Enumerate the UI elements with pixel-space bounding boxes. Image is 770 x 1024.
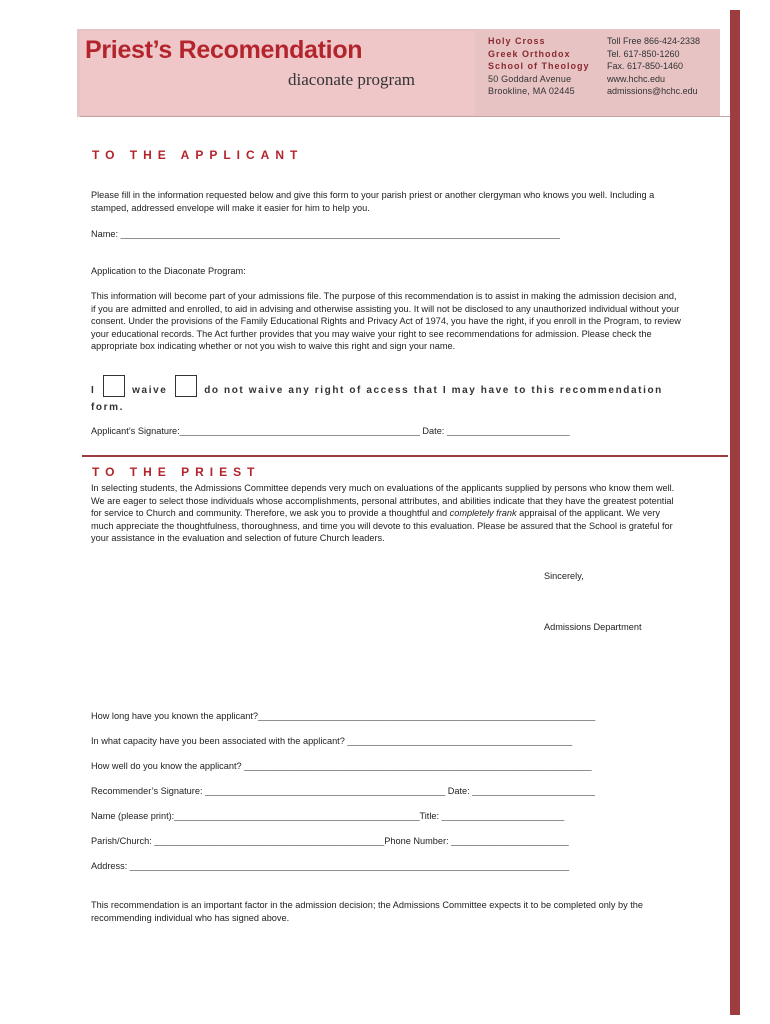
school-line: Holy Cross [488, 36, 546, 46]
priest-heading: TO THE PRIEST [92, 465, 261, 479]
waiver-statement [91, 375, 691, 416]
priest-intro-part-b: appraisal of the applicant. We very much appreciate the thoughtfulness, thoroughness, and time you will devote to this evaluation. Please be assured that the School is grateful for your assistance in the evaluation and selection of future Church leaders. [91, 508, 673, 544]
school-line: Greek Orthodox [488, 48, 571, 59]
address-field[interactable]: Address: ______________________________________________________________________________________ [91, 861, 570, 871]
priest-intro-part-a: In selecting students, the Admissions Committee depends very much on evaluations of the applicants supplied by persons who know them well. We are eager to select those individuals whose accomplishments, personal attributes, and abilities indicate that they have the greatest potential for service to Church and community. Therefore, we ask you to provide a thoughtful and [91, 483, 675, 519]
program-label: Application to the Diaconate Program: [91, 266, 246, 276]
contact-fax: Fax. 617-850-1460 [607, 61, 684, 71]
applicant-heading: TO THE APPLICANT [92, 148, 304, 162]
parish-phone-field[interactable]: Parish/Church: _____________________________________________Phone Number: _______________________ [91, 836, 569, 846]
right-border-bar [730, 10, 740, 1015]
form-subtitle: diaconate program [288, 70, 415, 89]
school-line: School of Theology [488, 61, 590, 71]
closing-sincerely: Sincerely, [544, 571, 584, 581]
waive-checkbox[interactable] [103, 375, 125, 397]
header-underline [80, 116, 730, 117]
contact-email[interactable]: admissions@hchc.edu [607, 86, 698, 96]
capacity-field[interactable]: In what capacity have you been associated with the applicant? ____________________________________________ [91, 736, 573, 746]
privacy-notice: This information will become part of your admissions file. The purpose of this recommendation is to assist in making the admission decision and, if you are admitted and enrolled, to aid in advising and otherwise assisting you. It will not be disclosed to any unauthorized individual without your consent. Under the provisions of the Family Educational Rights and Privacy Act of 1974, you have the right, if you enroll in the Program, to review your educational records. The Act further provides that you may waive your right to see recommendations for admission. Please check the appropriate box indicating whether or not you wish to waive this right and sign your name. [91, 291, 681, 352]
recommender-signature-field[interactable]: Recommender’s Signature: _______________________________________________ Date: ________________________ [91, 786, 595, 796]
applicant-intro: Please fill in the information requested below and give this form to your parish priest or another clergyman who knows you well. Including a stamped, addressed envelope will make it easier for him to help you. [91, 190, 655, 213]
waiver-text: do not waive any right of access that I may have to this recommendation form. [91, 385, 663, 413]
closing-department: Admissions Department [544, 622, 642, 632]
school-block [488, 35, 590, 98]
name-field[interactable]: Name: ______________________________________________________________________________________ [91, 229, 561, 239]
priest-intro [91, 482, 683, 545]
contact-block [607, 35, 700, 98]
recommender-name-field[interactable]: Name (please print):________________________________________________Title: ________________________ [91, 811, 565, 821]
priest-intro-emphasis: completely frank [449, 508, 517, 519]
footer-note: This recommendation is an important factor in the admission decision; the Admissions Committee expects it to be completed only by the recommending individual who has signed above. [91, 900, 644, 923]
form-title: Priest’s Recomendation [85, 36, 363, 64]
section-divider [82, 455, 728, 457]
waiver-i: I [91, 385, 96, 396]
applicant-signature-field[interactable]: Applicant’s Signature:_______________________________________________ Date: ________________________ [91, 426, 570, 436]
familiarity-field[interactable]: How well do you know the applicant? ____________________________________________________________________ [91, 761, 592, 771]
contact-toll-free: Toll Free 866-424-2338 [607, 36, 701, 46]
contact-website[interactable]: www.hchc.edu [607, 73, 666, 84]
address-line: Brookline, MA 02445 [488, 86, 575, 96]
do-not-waive-checkbox[interactable] [175, 375, 197, 397]
contact-tel: Tel. 617-850-1260 [607, 48, 680, 59]
known-duration-field[interactable]: How long have you known the applicant?__________________________________________________________________ [91, 711, 596, 721]
address-line: 50 Goddard Avenue [488, 73, 572, 84]
waiver-waive: waive [132, 385, 168, 396]
